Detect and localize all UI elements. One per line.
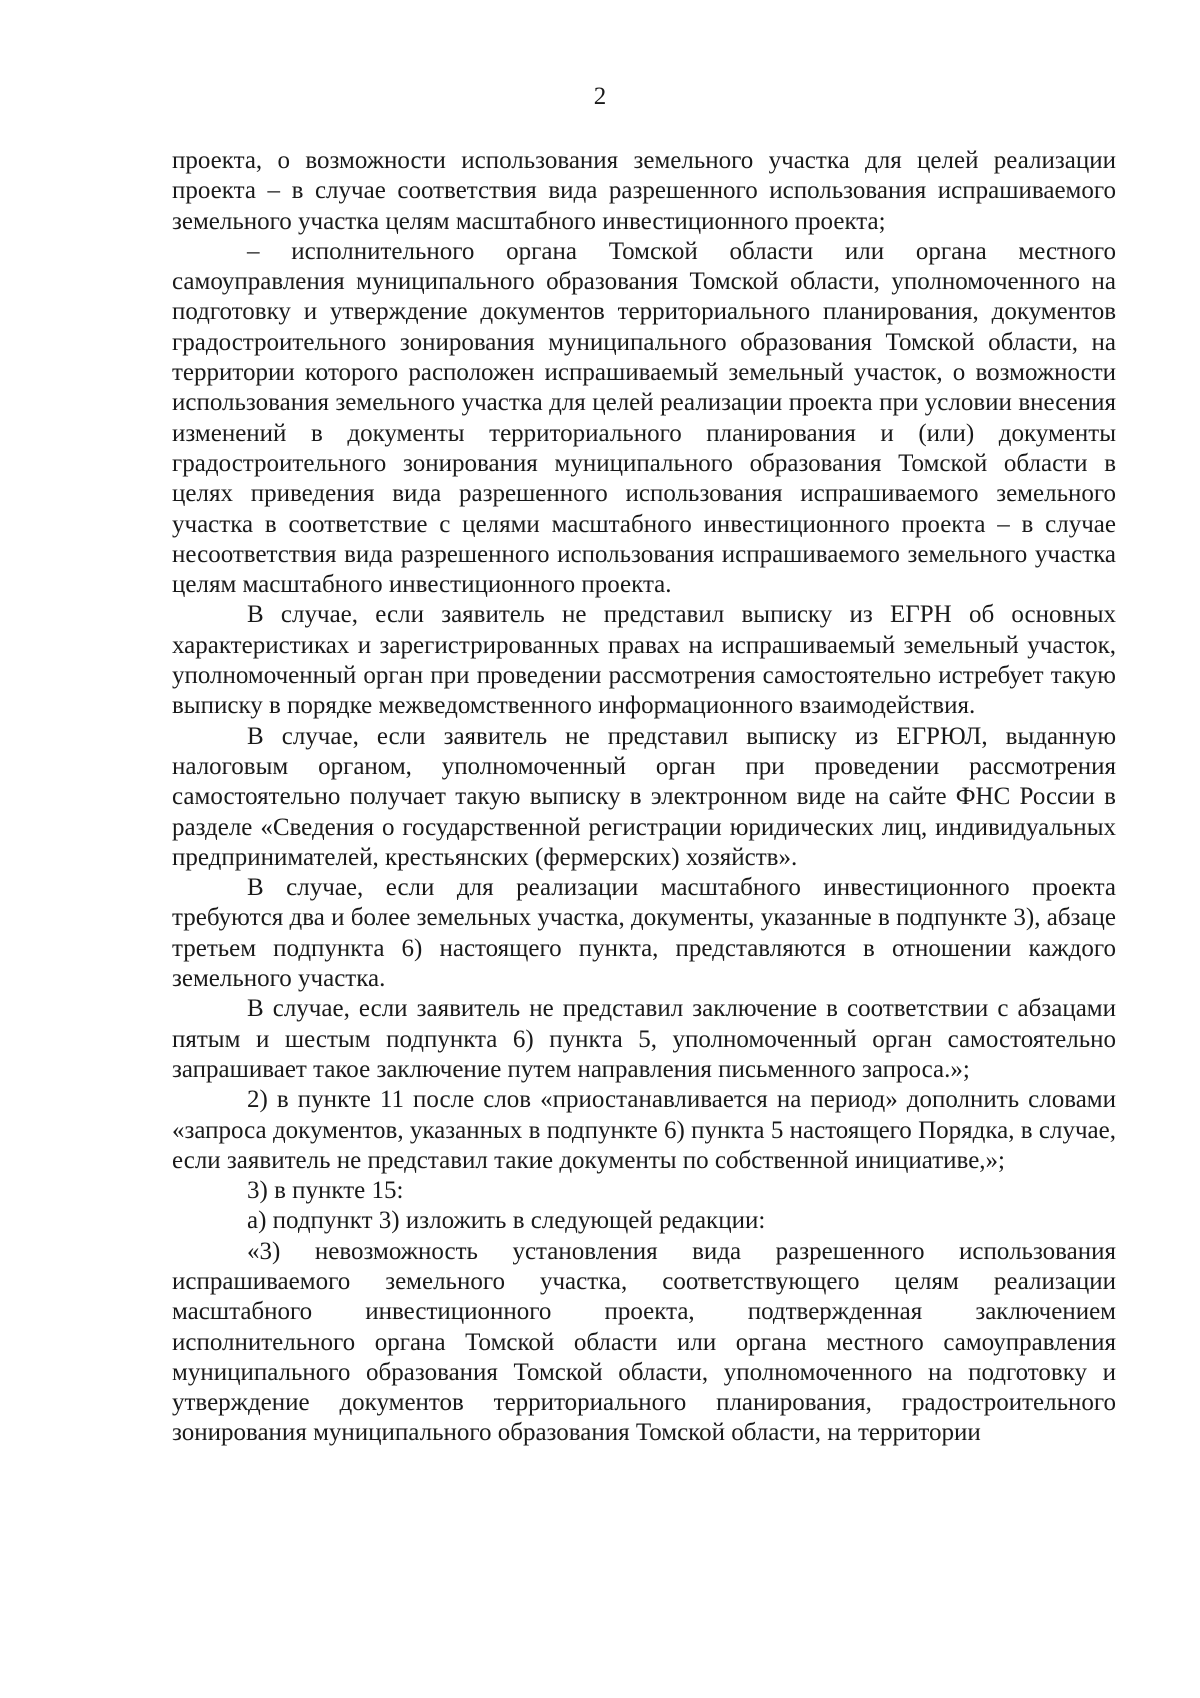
paragraph-executive-body-clause: – исполнительного органа Томской области или органа местного самоуправления муниципального образования Томской области, уполномоченного на подготовку и утверждение документов территориального планирования, документов градостроительного зонирования муниципального образования Томской области, на территории которого расположен испрашиваемый земельный участок, о возможности использования земельного участка для целей реализации проекта при условии внесения изменений в документы территориального планирования и (или) документы градостроительного зонирования муниципального образования Томской области в целях приведения вида разрешенного использования испрашиваемого земельного участка в соответствие с целями масштабного инвестиционного проекта – в случае несоответствия вида разрешенного использования испрашиваемого земельного участка целям масштабного инвестиционного проекта. [172, 237, 1116, 599]
paragraph-subpoint-3-heading: а) подпункт 3) изложить в следующей редакции: [247, 1207, 766, 1235]
paragraph-egrn-extract: В случае, если заявитель не представил выписку из ЕГРН об основных характеристиках и зарегистрированных правах на испрашиваемый земельный участок, уполномоченный орган при проведении рассмотрения самостоятельно истребует такую выписку в порядке межведомственного информационного взаимодействия. [172, 601, 1116, 720]
paragraph-subpoint-3-text: «3) невозможность установления вида разрешенного использования испрашиваемого земельного участка, соответствующего целям реализации масштабного инвестиционного проекта, подтвержденная заключением исполнительного органа Томской области или органа местного самоуправления муниципального образования Томской области, уполномоченного на подготовку и утверждение документов территориального планирования, градостроительного зонирования муниципального образования Томской области, на территории [172, 1237, 1116, 1447]
document-body [172, 146, 1116, 1449]
paragraph-egrul-extract: В случае, если заявитель не представил выписку из ЕГРЮЛ, выданную налоговым органом, уполномоченный орган при проведении рассмотрения самостоятельно получает такую выписку в электронном виде на сайте ФНС России в разделе «Сведения о государственной регистрации юридических лиц, индивидуальных предпринимателей, крестьянских (фермерских) хозяйств». [172, 722, 1116, 871]
paragraph-point-11-amendment: 2) в пункте 11 после слов «приостанавливается на период» дополнить словами «запроса документов, указанных в подпункте 6) пункта 5 настоящего Порядка, в случае, если заявитель не представил такие документы по собственной инициативе,»; [172, 1086, 1116, 1174]
paragraph-point-15-heading: 3) в пункте 15: [247, 1177, 404, 1205]
paragraph-continuation: проекта, о возможности использования земельного участка для целей реализации проекта – в случае соответствия вида разрешенного использования испрашиваемого земельного участка целям масштабного инвестиционного проекта; [172, 147, 1116, 235]
paragraph-conclusion-request: В случае, если заявитель не представил заключение в соответствии с абзацами пятым и шестым подпункта 6) пункта 5, уполномоченный орган самостоятельно запрашивает такое заключение путем направления письменного запроса.»; [172, 995, 1116, 1083]
paragraph-multiple-plots: В случае, если для реализации масштабного инвестиционного проекта требуются два и более земельных участка, документы, указанные в подпункте 3), абзаце третьем подпункта 6) настоящего пункта, представляются в отношении каждого земельного участка. [172, 874, 1116, 993]
page-number: 2 [593, 83, 607, 110]
